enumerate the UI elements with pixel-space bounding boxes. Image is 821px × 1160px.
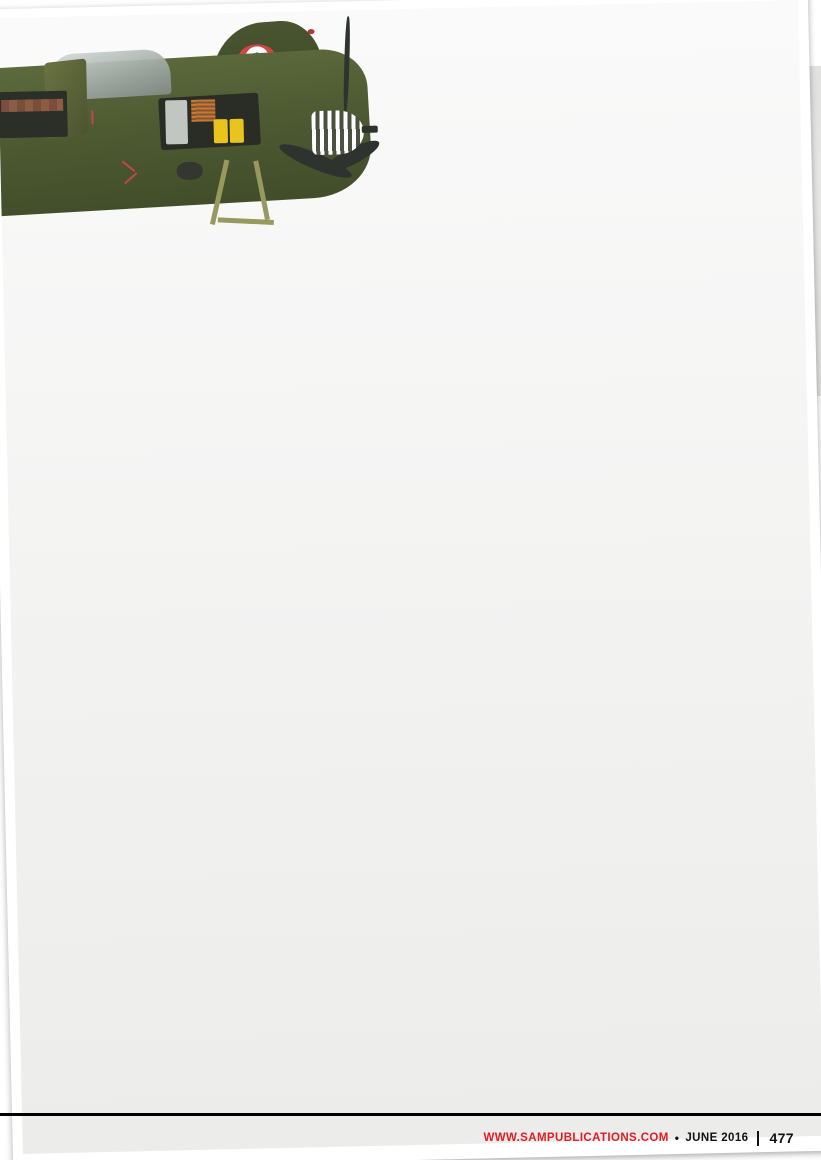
red-tail-marking: [307, 29, 314, 34]
footer-divider: [757, 1131, 759, 1146]
yellow-bottle-2: [229, 119, 244, 143]
engine-exhaust-stubs: [1, 99, 63, 112]
cannon-muzzle: [362, 126, 378, 133]
yellow-bottle-1: [213, 119, 228, 143]
footer: [483, 1130, 794, 1146]
ammunition-box: [165, 100, 188, 144]
page-number: 477: [769, 1130, 794, 1146]
radiator-detail: [191, 99, 215, 122]
main-wheel: [176, 162, 202, 181]
footer-bullet-separator: •: [674, 1131, 680, 1145]
engine-access-bay: [0, 91, 68, 139]
footer-rule: [0, 1113, 821, 1116]
footer-issue-date: JUNE 2016: [685, 1132, 749, 1144]
footer-website[interactable]: WWW.SAMPUBLICATIONS.COM: [483, 1132, 669, 1144]
red-fuselage-marking: [91, 110, 93, 124]
nose-bay-inset-photo: [0, 0, 399, 278]
